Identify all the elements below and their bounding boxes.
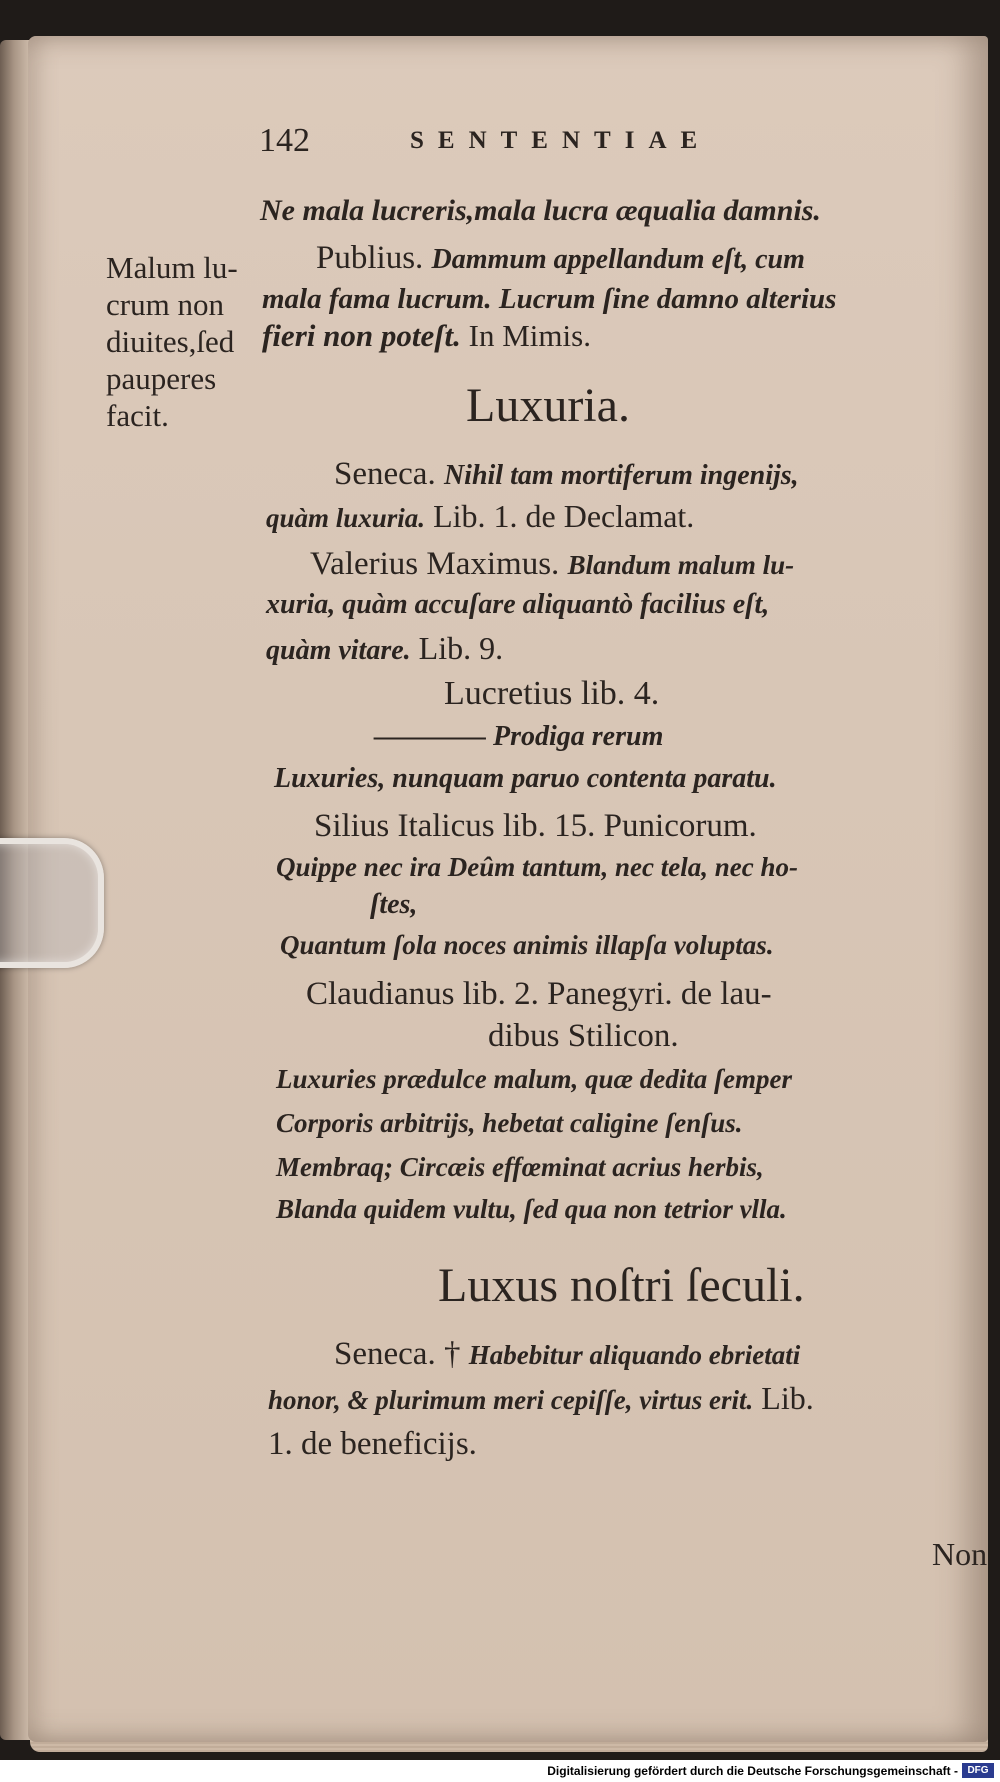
italic-text: Quantum ſola noces animis illapſa voluptas. [280,930,774,960]
running-title: SENTENTIAE [410,127,712,154]
roman-text: Lucretius lib. 4. [444,675,660,712]
margin-note-line: crum non [106,287,224,322]
page-number: 142 [259,122,310,159]
italic-text: honor, & plurimum meri cepiſſe, virtus erit. [268,1385,754,1415]
margin-note-line: facit. [106,398,169,433]
text-line [268,1382,814,1414]
italic-text: Nihil tam mortiferum ingenijs, [443,460,799,491]
text-line [262,320,591,352]
roman-text: Lib. [753,1380,814,1416]
italic-text: quàm luxuria. [266,503,426,533]
text-line [268,1426,477,1461]
italic-text: Quippe nec ira Deûm tantum, nec tela, nec ho- [276,852,798,882]
italic-text: mala fama lucrum. Lucrum ſine damno alterius [262,283,837,315]
roman-text: Silius Italicus lib. 15. Punicorum. [314,808,757,844]
text-line [276,1154,764,1181]
text-line [276,1196,787,1223]
margin-note-line: diuites,ſed [106,324,235,359]
roman-text: Lib. 9. [410,630,504,666]
italic-text: xuria, quàm accuſare aliquantò facilius eſt, [266,589,770,620]
margin-note-line: Malum lu- [106,250,238,285]
text-line [262,284,836,314]
italic-text: Luxuries, nunquam paruo contenta paratu. [274,763,777,794]
italic-text: Corporis arbitrijs, hebetat caligine ſenſus. [276,1108,743,1138]
italic-text: Habebitur aliquando ebrietati [468,1340,801,1370]
text-line [266,500,694,532]
book-page [28,36,988,1742]
margin-note [106,249,238,434]
roman-text: 1. de beneficijs. [268,1426,477,1462]
italic-text: Dammum appellandum eſt, cum [431,244,805,275]
section-title-luxus: Luxus noſtri ſeculi. [438,1259,805,1312]
section-title-luxuria: Luxuria. [466,379,630,432]
italic-text: quàm vitare. [266,635,411,666]
dfg-logo-icon: DFG [962,1763,994,1778]
italic-text: ———— Prodiga rerum [374,721,664,752]
text-line [276,1066,792,1093]
text-line [370,890,417,919]
text-line [314,808,757,843]
italic-text: Blandum malum lu- [567,550,795,580]
text-line [444,676,659,711]
text-line [310,546,794,581]
text-line [274,764,777,793]
footer-credit: Digitalisierung gefördert durch die Deutsche Forschungsgemeinschaft - [547,1764,958,1778]
text-line [334,1336,800,1371]
text-line [306,976,772,1011]
roman-text: Publius. [316,240,432,276]
roman-text: Claudianus lib. 2. Panegyri. de lau- [306,976,772,1012]
text-line [374,722,663,751]
italic-text: ſtes, [370,889,418,920]
margin-note-line: pauperes [106,361,217,396]
text-line [488,1018,679,1053]
text-line [276,1110,743,1137]
footer-bar [0,1760,1000,1782]
roman-text: Valerius Maximus. [310,546,568,582]
roman-text: Seneca. [334,456,444,492]
italic-text: Luxuries prædulce malum, quæ dedita ſemper [276,1064,793,1094]
text-line [316,240,805,275]
text-line [334,456,799,491]
roman-text: Lib. 1. de Declamat. [425,498,695,534]
text-line [276,854,798,881]
catchword: Non [932,1536,988,1572]
italic-text: Blanda quidem vultu, ſed qua non tetrior vlla. [276,1194,787,1224]
roman-text: In Mimis. [460,318,591,353]
text-line [266,590,769,619]
roman-text: dibus Stilicon. [488,1018,679,1054]
text-line [260,196,821,226]
text-line [266,632,503,665]
italic-text: Ne mala lucreris,mala lucra æqualia damnis. [260,194,821,227]
roman-text: Seneca. † [334,1336,469,1372]
italic-text: Membraq; Circæis effœminat acrius herbis, [276,1152,764,1182]
italic-text: fieri non poteſt. [262,318,461,353]
text-line [280,932,774,959]
clasp-icon [0,838,104,968]
